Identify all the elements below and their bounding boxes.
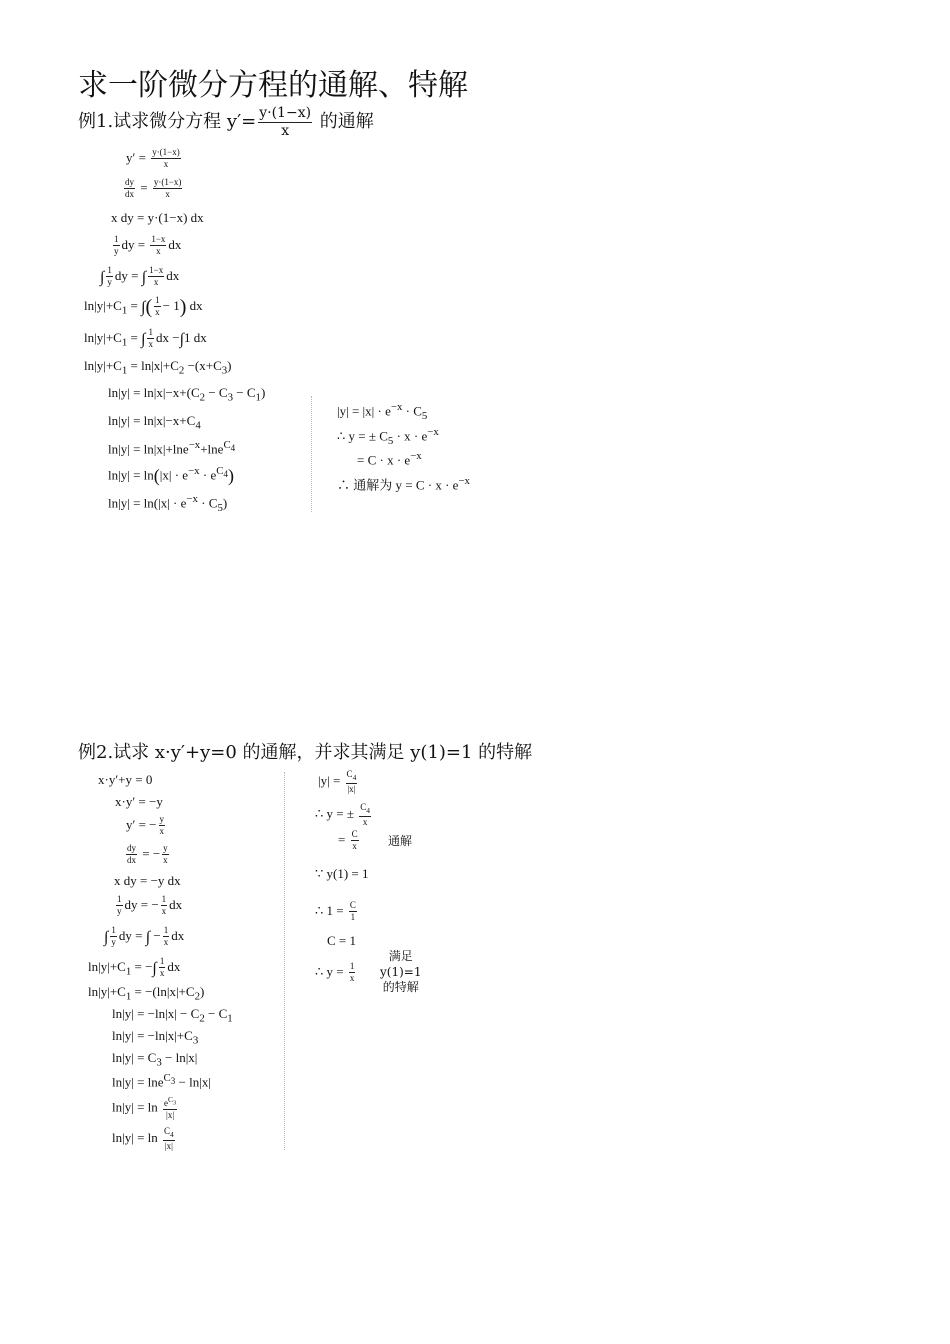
ex2-step-10: $\ln|y| = -\ln|x| - C_2 - C_1$ [112, 1006, 233, 1025]
ex2-step-4: $\frac{dy}{dx}$ = − $\frac{y}{x}$ [127, 843, 168, 866]
ex2-step-6: $\frac{1}{y}$ dy = − $\frac{1}{x}$ dx [117, 894, 183, 917]
example2-heading: 例2.试求 x·y′+y=0 的通解，并求其满足 y(1)=1 的特解 [78, 742, 533, 763]
ex1-step-13: $\ln|y| = \ln(|x| \cdot e^{-x} \cdot C_5)$ [108, 493, 228, 514]
ex2-step-7: ∫ $\frac{1}{y}$ dy = ∫ − $\frac{1}{x}$ dx [104, 925, 185, 948]
ex2-right-step-1: |y| = $\frac{C_4}{|x|}$ [318, 769, 357, 794]
ex1-step-7: $\ln|y|+C_1$ = ∫ $\frac{1}{x}$ dx −∫1 dx [84, 327, 207, 350]
particular-label-line-3: 的特解 [382, 980, 419, 995]
page-title: 求一阶微分方程的通解、特解 [78, 68, 468, 103]
ex2-right-step-2: ∴ y = ± $\frac{C_4}{x}$ [315, 802, 371, 827]
ex1-column-divider [311, 396, 312, 512]
ex2-right-step-5: ∴ 1 = $\frac{C}{1}$ [315, 900, 356, 923]
ex2-column-divider [284, 772, 285, 1150]
ex2-step-5: x dy = −y dx [114, 873, 181, 888]
ex2-right-step-3: = $\frac{C}{x}$ [338, 829, 358, 852]
ex1-step-12: $\ln|y| = \ln(|x| \cdot e^{-x} \cdot e^{C_4})$ [108, 465, 234, 486]
particular-solution-label [380, 949, 421, 996]
ex2-step-11: $\ln|y| = -\ln|x|+C_3$ [112, 1028, 199, 1047]
ex1-right-step-4: ∴ 通解为 $y = C \cdot x \cdot e^{-x}$ [337, 475, 470, 493]
ex1-step-8: $\ln|y|+C_1 = \ln|x|+C_2 -(x+C_3)$ [84, 358, 232, 377]
ex1-step-3: x dy = y·(1−x) dx [111, 210, 204, 225]
ex2-step-12: $\ln|y| = C_3 - \ln|x|$ [112, 1050, 198, 1069]
example1-heading-prefix: 例1.试求微分方程 y′= [78, 111, 257, 133]
ex1-step-5: ∫ $\frac{1}{y}$ dy = ∫ $\frac{1-x}{x}$ dx [100, 265, 180, 288]
ex2-step-13: ln|y| = lne$^{C_3}$ − ln|x| [112, 1072, 211, 1090]
ex1-step-11: ln|y| = ln|x|+lne$^{-x}$+lne$^{C_4}$ [108, 439, 236, 457]
general-solution-label: 通解 [388, 834, 413, 848]
ex1-right-step-1: $|y| = |x| \cdot e^{-x} \cdot C_5$ [337, 401, 428, 422]
ex1-step-10: $\ln|y| = \ln|x|-x+C_4$ [108, 413, 201, 432]
example1-heading-suffix: 的通解 [314, 111, 374, 133]
ex1-step-1: y′ = $\frac{y\cdot(1-x)}{x}$ [126, 147, 180, 170]
ex2-step-9: $\ln|y|+C_1 = -(\ln|x|+C_2)$ [88, 984, 205, 1003]
ex2-step-2: x·y′ = −y [115, 794, 163, 809]
ex1-step-9: $\ln|y| = \ln|x|-x+(C_2 - C_3 - C_1)$ [108, 385, 266, 404]
ex2-right-step-4: ∵ y(1) = 1 [315, 866, 369, 881]
ex2-step-1: x·y′+y = 0 [98, 772, 153, 787]
ex1-step-2: $\frac{dy}{dx}$ = $\frac{y\cdot(1-x)}{x}$ [125, 177, 182, 200]
example1-heading-fraction: $\frac{y\cdot(1-x)}{x}$ [259, 105, 312, 139]
ex2-right-step-6: C = 1 [327, 933, 357, 948]
ex2-right-step-7: ∴ y = $\frac{1}{x}$ [315, 961, 355, 984]
ex2-step-3: y′ = − $\frac{y}{x}$ [126, 814, 165, 837]
particular-label-line-2: y(1)=1 [380, 964, 422, 979]
particular-label-line-1: 满足 [388, 949, 413, 963]
ex2-step-8: $\ln|y|+C_1$ = −∫ $\frac{1}{x}$ dx [88, 956, 181, 979]
ex2-step-14: ln|y| = ln $\frac{e^{C_3}}{|x|}$ [112, 1095, 177, 1121]
ex1-step-4: $\frac{1}{y}$ dy = $\frac{1-x}{x}$ dx [114, 234, 182, 257]
ex1-right-step-3: = $C \cdot x \cdot e^{-x}$ [357, 450, 422, 468]
ex1-step-6: $\ln|y|+C_1$ = ∫( $\frac{1}{x}$ − 1) dx [84, 295, 203, 318]
ex1-right-step-2: ∴ y = ± $C_5 \cdot x \cdot e^{-x}$ [337, 426, 439, 447]
ex2-step-15: ln|y| = ln $\frac{C_4}{|x|}$ [112, 1126, 174, 1151]
example1-heading [78, 106, 374, 138]
